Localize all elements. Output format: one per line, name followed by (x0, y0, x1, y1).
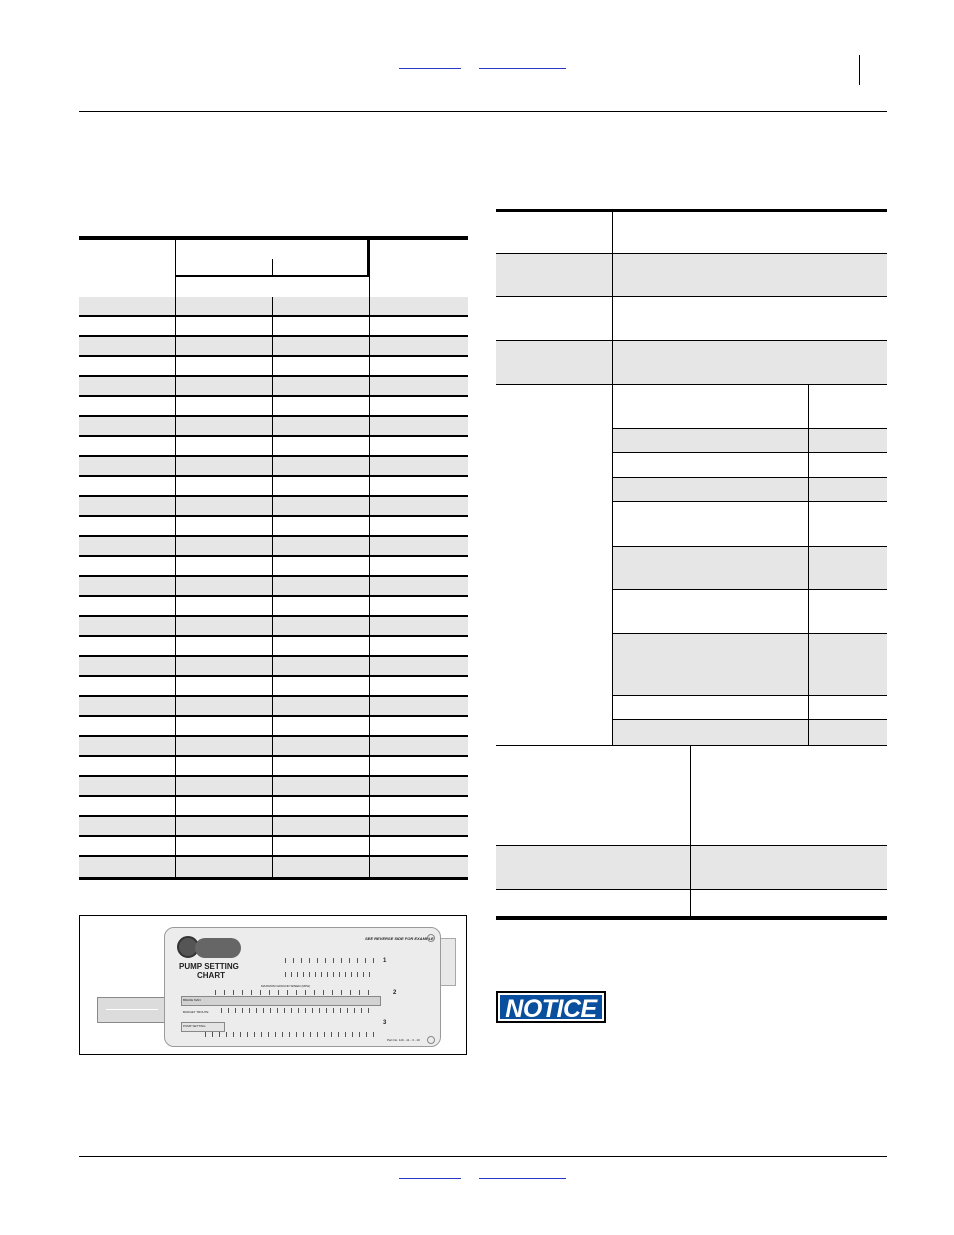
spec-sub-label-cell (613, 502, 808, 547)
table-row (79, 477, 468, 497)
scale-tick (298, 1008, 299, 1013)
row-label-1: BRAKE MAN (183, 998, 201, 1002)
scale-tick (317, 958, 318, 963)
header-subcol-divider (272, 259, 273, 277)
card-heading: SEE REVERSE SIDE FOR EXAMPLE (365, 936, 434, 941)
table-row (79, 417, 468, 437)
spec-sub-value-cell (808, 429, 887, 453)
spec-group-label-cell (496, 385, 613, 746)
scale-tick (247, 1032, 248, 1037)
table-col-divider (175, 397, 176, 415)
table-col-divider (369, 517, 370, 535)
table-col-divider (175, 317, 176, 335)
spec-label-cell (496, 297, 613, 341)
spec-col-divider (808, 385, 809, 746)
table-col-divider (175, 837, 176, 855)
table-col-divider (175, 757, 176, 775)
spec-sub-value-cell (808, 385, 887, 429)
scale-tick (228, 1008, 229, 1013)
spec-footer-value-cell (691, 746, 887, 846)
scale-tick (373, 958, 374, 963)
spec-footer-value-cell (691, 846, 887, 890)
mount-hole-bottom (427, 1036, 435, 1044)
scale-tick (249, 1008, 250, 1013)
spec-value-cell (613, 254, 887, 297)
scale-tick (350, 990, 351, 995)
scale-tick (352, 1032, 353, 1037)
table-col-divider (175, 597, 176, 615)
spec-value-cell (613, 212, 887, 254)
scale-tick (331, 1032, 332, 1037)
table-col-divider (175, 377, 176, 395)
table-col-divider (175, 517, 176, 535)
table-row (79, 437, 468, 457)
table-col-divider (369, 497, 370, 515)
row-label-2: BUDGET TROUTE (183, 1010, 209, 1014)
table-col-divider (272, 497, 273, 515)
scale-tick (224, 990, 225, 995)
table-col-divider (369, 337, 370, 355)
scale-tick (357, 972, 358, 977)
mount-hole-top (427, 934, 435, 942)
scale-tick (303, 972, 304, 977)
scale-tick (242, 990, 243, 995)
scale-tick (205, 1032, 206, 1037)
scale-tick (368, 1008, 369, 1013)
table-row (79, 577, 468, 597)
spec-col-divider (690, 746, 691, 917)
table-col-divider (175, 637, 176, 655)
scale-tick (366, 1032, 367, 1037)
table-col-divider (175, 677, 176, 695)
table-col-divider (175, 657, 176, 675)
table-col-divider (369, 797, 370, 815)
card-title-line2: CHART (197, 971, 225, 980)
scale-tick (361, 1008, 362, 1013)
table-col-divider (369, 677, 370, 695)
table-row (79, 717, 468, 737)
scale-tick (242, 1008, 243, 1013)
part-number: Part No. 116 - 11 - 3 - 10 (387, 1038, 420, 1042)
scale-tick (365, 958, 366, 963)
footer-link-2[interactable] (479, 1178, 566, 1179)
scale-tick (268, 1032, 269, 1037)
table-row (79, 377, 468, 397)
scale-tick (341, 958, 342, 963)
scale-tick (359, 990, 360, 995)
table-col-divider (175, 297, 176, 315)
table-col-divider (272, 597, 273, 615)
table-row (79, 317, 468, 337)
table-col-divider (175, 577, 176, 595)
spec-sub-label-cell (613, 696, 808, 720)
rate-table (79, 236, 468, 880)
scale-tick (347, 1008, 348, 1013)
spec-footer-value-cell (691, 890, 887, 917)
spec-bottom-rule (496, 917, 887, 920)
table-col-divider (175, 437, 176, 455)
table-row (79, 857, 468, 877)
spec-footer-label-cell (496, 746, 691, 846)
table-col-divider (175, 417, 176, 435)
spec-table (496, 209, 887, 921)
table-col-divider (272, 617, 273, 635)
scale-tick (312, 1008, 313, 1013)
table-col-divider (272, 717, 273, 735)
scale-tick (309, 958, 310, 963)
table-col-divider (175, 497, 176, 515)
table-col-divider (272, 317, 273, 335)
scale-tick (284, 1008, 285, 1013)
scale-tick (332, 990, 333, 995)
table-col-divider (272, 457, 273, 475)
notice-badge (496, 991, 606, 1023)
table-row (79, 557, 468, 577)
pump-setting-card (164, 927, 441, 1047)
spec-sub-value-cell (808, 720, 887, 746)
table-row (79, 517, 468, 537)
table-col-divider (175, 477, 176, 495)
table-row (79, 797, 468, 817)
table-row (79, 637, 468, 657)
spec-sub-label-cell (613, 720, 808, 746)
table-col-divider (272, 557, 273, 575)
scale-tick (333, 972, 334, 977)
table-row (79, 497, 468, 517)
table-col-divider (369, 457, 370, 475)
table-col-divider (369, 617, 370, 635)
row-label-3: PUMP SETTING (183, 1024, 206, 1028)
scale-tick (341, 990, 342, 995)
scale-tick (263, 1008, 264, 1013)
scale-tick (363, 972, 364, 977)
table-col-divider (369, 317, 370, 335)
scale-tick (235, 1008, 236, 1013)
scale-tick (293, 958, 294, 963)
slide-rule-tab (440, 938, 456, 986)
spec-sub-value-cell (808, 696, 887, 720)
scale-tick (359, 1032, 360, 1037)
scale-tick (338, 1032, 339, 1037)
spec-sub-label-cell (613, 478, 808, 502)
scale-tick (314, 990, 315, 995)
scale-tick (305, 1008, 306, 1013)
table-col-divider (272, 737, 273, 755)
spec-label-cell (496, 254, 613, 297)
table-col-divider (272, 417, 273, 435)
scale-tick (251, 990, 252, 995)
scale-tick (357, 958, 358, 963)
table-row (79, 297, 468, 317)
table-col-divider (272, 637, 273, 655)
spec-sub-label-cell (613, 453, 808, 478)
table-col-divider (175, 357, 176, 375)
step-number-3: 3 (383, 1020, 387, 1026)
table-row (79, 697, 468, 717)
scale-tick (333, 958, 334, 963)
table-col-divider (272, 297, 273, 315)
spec-sub-value-cell (808, 634, 887, 696)
spec-sub-label-cell (613, 634, 808, 696)
header-link-2[interactable] (479, 68, 566, 69)
spec-value-cell (613, 341, 887, 385)
spec-label-cell (496, 212, 613, 254)
table-row (79, 397, 468, 417)
scale-tick (269, 990, 270, 995)
scale-tick (326, 1008, 327, 1013)
spec-footer-label-cell (496, 846, 691, 890)
table-col-divider (369, 657, 370, 675)
table-row (79, 617, 468, 637)
table-row (79, 357, 468, 377)
table-col-divider (272, 357, 273, 375)
table-col-divider (175, 337, 176, 355)
notice-label: NOTICE (505, 995, 597, 1023)
table-col-divider (369, 377, 370, 395)
scale-tick (226, 1032, 227, 1037)
table-col-divider (175, 817, 176, 835)
logo-banner (195, 938, 241, 958)
scale-tick (256, 1008, 257, 1013)
table-col-divider (175, 617, 176, 635)
spec-label-cell (496, 341, 613, 385)
table-body (79, 297, 468, 877)
scale-tick (289, 1032, 290, 1037)
scale-tick (325, 958, 326, 963)
table-col-divider (369, 717, 370, 735)
scale-tick (261, 1032, 262, 1037)
table-col-divider (369, 857, 370, 877)
scale-tick (270, 1008, 271, 1013)
scale-tick (301, 958, 302, 963)
scale-tick (233, 990, 234, 995)
spec-sub-label-cell (613, 590, 808, 634)
table-col-divider (175, 797, 176, 815)
table-row (79, 537, 468, 557)
table-row (79, 837, 468, 857)
scale-tick (285, 972, 286, 977)
table-col-divider (272, 817, 273, 835)
table-col-divider (369, 397, 370, 415)
table-col-divider (272, 857, 273, 877)
table-col-divider (175, 777, 176, 795)
scale-tick (260, 990, 261, 995)
table-col-divider (272, 397, 273, 415)
scale-tick (309, 972, 310, 977)
scale-tick (287, 990, 288, 995)
table-col-divider (272, 757, 273, 775)
scale-tick (373, 1032, 374, 1037)
spec-value-cell (613, 297, 887, 341)
table-col-divider (369, 437, 370, 455)
table-row (79, 597, 468, 617)
scale-tick (324, 1032, 325, 1037)
table-header (79, 240, 468, 297)
spec-sub-value-cell (808, 453, 887, 478)
header-page-divider (859, 55, 860, 85)
slide-line (106, 1009, 158, 1010)
table-row (79, 757, 468, 777)
table-col-divider (272, 477, 273, 495)
table-row (79, 737, 468, 757)
table-col-divider (272, 777, 273, 795)
scale-tick (254, 1032, 255, 1037)
scale-label: MAXIMUM GROUND SPEED (MPH) (261, 984, 311, 988)
header-link-1[interactable] (399, 68, 461, 69)
scale-tick (212, 1032, 213, 1037)
table-row (79, 337, 468, 357)
scale-tick (278, 990, 279, 995)
spec-col-divider (612, 212, 613, 746)
table-col-divider (175, 857, 176, 877)
footer-link-1[interactable] (399, 1178, 461, 1179)
table-col-divider (272, 797, 273, 815)
scale-tick (327, 972, 328, 977)
table-col-divider (175, 697, 176, 715)
table-col-divider (175, 737, 176, 755)
scale-tick (368, 990, 369, 995)
table-col-divider (369, 697, 370, 715)
scale-tick (215, 990, 216, 995)
table-col-divider (369, 557, 370, 575)
scale-tick (345, 1032, 346, 1037)
table-col-divider (369, 537, 370, 555)
spec-sub-label-cell (613, 547, 808, 590)
scale-tick (221, 1008, 222, 1013)
table-col-divider (272, 517, 273, 535)
scale-tick (321, 972, 322, 977)
step-number-1: 1 (383, 958, 387, 964)
scale-tick (345, 972, 346, 977)
table-col-divider (369, 757, 370, 775)
table-col-divider (175, 557, 176, 575)
scale-bar-1 (181, 996, 381, 1006)
scale-tick (240, 1032, 241, 1037)
scale-tick (319, 1008, 320, 1013)
scale-tick (233, 1032, 234, 1037)
scale-tick (296, 1032, 297, 1037)
spec-sub-value-cell (808, 502, 887, 547)
spec-sub-value-cell (808, 478, 887, 502)
table-col-divider (369, 357, 370, 375)
step-number-2: 2 (393, 990, 397, 996)
scale-tick (340, 1008, 341, 1013)
scale-tick (369, 972, 370, 977)
table-col-divider (272, 697, 273, 715)
table-row (79, 677, 468, 697)
scale-tick (310, 1032, 311, 1037)
spec-sub-label-cell (613, 429, 808, 453)
scale-tick (291, 972, 292, 977)
scale-tick (339, 972, 340, 977)
scale-tick (275, 1032, 276, 1037)
scale-tick (296, 990, 297, 995)
scale-tick (351, 972, 352, 977)
table-col-divider (369, 817, 370, 835)
spec-footer-label-cell (496, 890, 691, 917)
scale-tick (317, 1032, 318, 1037)
table-col-divider (369, 777, 370, 795)
table-col-divider (272, 677, 273, 695)
table-col-divider (369, 637, 370, 655)
table-col-divider (175, 537, 176, 555)
spec-sub-label-cell (613, 385, 808, 429)
header-rule (79, 111, 887, 112)
table-col-divider (272, 337, 273, 355)
scale-tick (303, 1032, 304, 1037)
table-col-divider (272, 437, 273, 455)
scale-tick (219, 1032, 220, 1037)
scale-tick (315, 972, 316, 977)
table-row (79, 817, 468, 837)
table-row (79, 457, 468, 477)
table-col-divider (369, 477, 370, 495)
scale-tick (354, 1008, 355, 1013)
scale-tick (282, 1032, 283, 1037)
scale-tick (285, 958, 286, 963)
header-col-divider-right (369, 240, 370, 301)
scale-tick (305, 990, 306, 995)
table-col-divider (272, 377, 273, 395)
table-col-divider (272, 537, 273, 555)
scale-tick (291, 1008, 292, 1013)
table-col-divider (272, 657, 273, 675)
scale-tick (323, 990, 324, 995)
table-row (79, 657, 468, 677)
table-col-divider (272, 837, 273, 855)
spec-sub-value-cell (808, 547, 887, 590)
slide-rule-insert (97, 997, 165, 1023)
table-bottom-rule (79, 877, 468, 880)
table-col-divider (369, 597, 370, 615)
table-col-divider (369, 837, 370, 855)
table-col-divider (175, 457, 176, 475)
scale-tick (349, 958, 350, 963)
table-col-divider (272, 577, 273, 595)
scale-tick (333, 1008, 334, 1013)
table-col-divider (369, 297, 370, 315)
table-row (79, 777, 468, 797)
table-col-divider (369, 737, 370, 755)
spec-sub-value-cell (808, 590, 887, 634)
table-col-divider (369, 417, 370, 435)
scale-tick (297, 972, 298, 977)
scale-tick (277, 1008, 278, 1013)
table-col-divider (175, 717, 176, 735)
footer-rule (79, 1156, 887, 1157)
table-col-divider (369, 577, 370, 595)
card-title-line1: PUMP SETTING (179, 962, 239, 971)
